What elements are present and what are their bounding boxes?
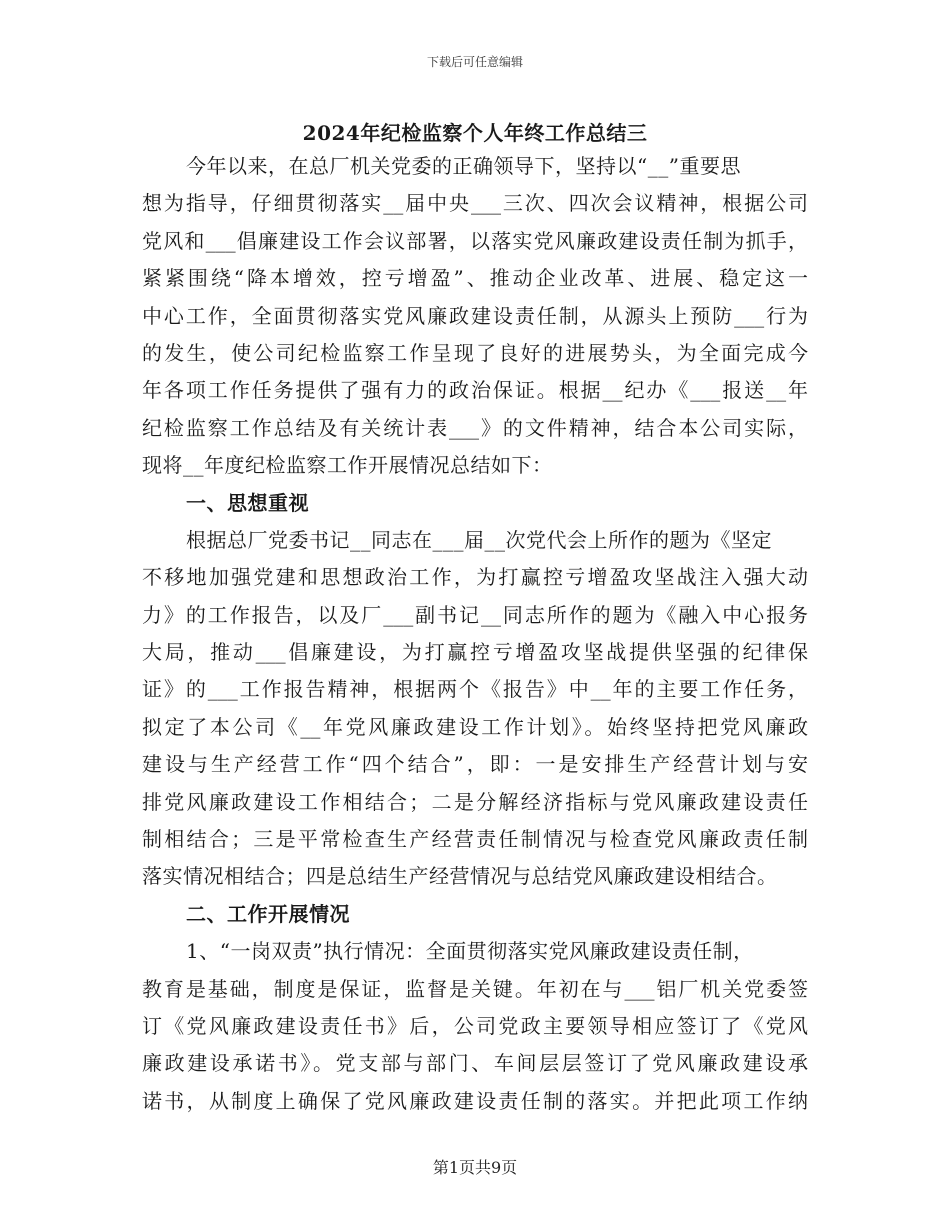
paragraph-line: 订《党风廉政建设责任书》后，公司党政主要领导相应签订了《党风 [142, 1013, 808, 1038]
paragraph-line: 想为指导，仔细贯彻落实__届中央___三次、四次会议精神，根据公司 [142, 191, 808, 216]
paragraph-line: 紧紧围绕“降本增效，控亏增盈”、推动企业改革、进展、稳定这一 [142, 266, 808, 291]
paragraph-line: 中心工作，全面贯彻落实党风廉政建设责任制，从源头上预防___行为 [142, 303, 808, 328]
paragraph-line: 排党风廉政建设工作相结合；二是分解经济指标与党风廉政建设责任 [142, 789, 808, 814]
paragraph-line: 力》的工作报告，以及厂___副书记__同志所作的题为《融入中心报务 [142, 602, 808, 627]
header-note: 下载后可任意编辑 [426, 55, 523, 69]
paragraph-line: 拟定了本公司《__年党风廉政建设工作计划》。始终坚持把党风廉政 [142, 714, 808, 739]
paragraph-line: 制相结合；三是平常检查生产经营责任制情况与检查党风廉政责任制 [142, 827, 808, 852]
page-footer: 第1页共9页 [432, 1158, 518, 1177]
paragraph-line: 教育是基础，制度是保证，监督是关键。年初在与___铝厂机关党委签 [142, 976, 808, 1001]
paragraph-line: 诺书，从制度上确保了党风廉政建设责任制的落实。并把此项工作纳 [142, 1088, 808, 1113]
paragraph-line: 建设与生产经营工作“四个结合”，即：一是安排生产经营计划与安 [142, 752, 808, 777]
paragraph-line: 大局，推动___倡廉建设，为打赢控亏增盈攻坚战提供坚强的纪律保 [142, 640, 808, 665]
document-title: 2024年纪检监察个人年终工作总结三 [302, 121, 648, 145]
paragraph-line: 党风和___倡廉建设工作会议部署，以落实党风廉政建设责任制为抓手， [142, 228, 808, 253]
section-heading: 二、工作开展情况 [186, 901, 350, 926]
document-body [142, 148, 808, 1120]
paragraph-line: 的发生，使公司纪检监察工作呈现了良好的进展势头，为全面完成今 [142, 340, 808, 365]
paragraph-line: 1、“一岗双责”执行情况：全面贯彻落实党风廉政建设责任制， [186, 939, 754, 964]
paragraph-line: 纪检监察工作总结及有关统计表___》的文件精神，结合本公司实际， [142, 415, 808, 440]
paragraph-line: 根据总厂党委书记__同志在___届__次党代会上所作的题为《坚定 [186, 527, 772, 552]
paragraph-line: 年各项工作任务提供了强有力的政治保证。根据__纪办《___报送__年 [142, 378, 808, 403]
paragraph-line: 证》的___工作报告精神，根据两个《报告》中__年的主要工作任务， [142, 677, 808, 702]
section-heading: 一、思想重视 [186, 490, 309, 515]
paragraph-line: 落实情况相结合；四是总结生产经营情况与总结党风廉政建设相结合。 [142, 864, 778, 889]
paragraph-line: 今年以来，在总厂机关党委的正确领导下，坚持以“__”重要思 [186, 154, 741, 178]
paragraph-line: 现将__年度纪检监察工作开展情况总结如下： [142, 453, 553, 478]
paragraph-line: 不移地加强党建和思想政治工作，为打赢控亏增盈攻坚战注入强大动 [142, 565, 808, 590]
paragraph-line: 廉政建设承诺书》。党支部与部门、车间层层签订了党风廉政建设承 [142, 1051, 808, 1076]
